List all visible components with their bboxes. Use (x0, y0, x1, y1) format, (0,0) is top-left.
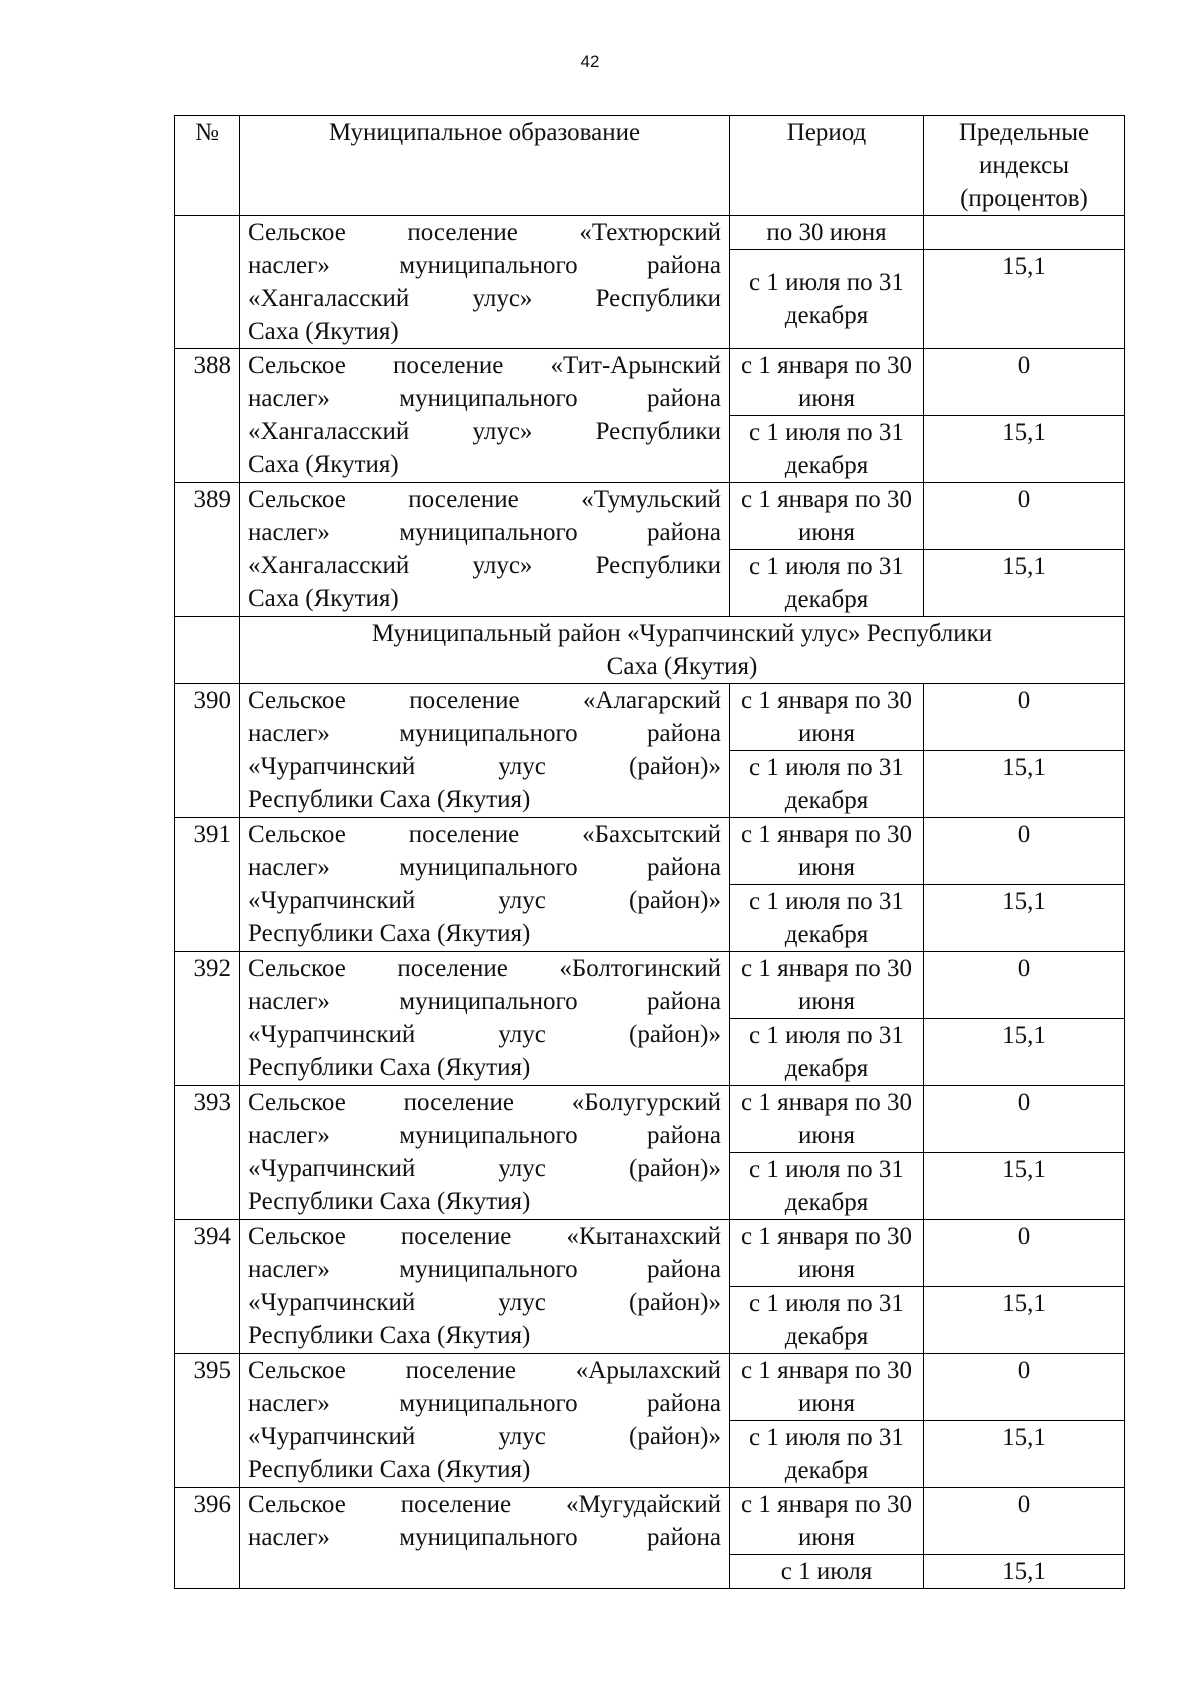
period-first-half: с 1 января по 30 июня (730, 1488, 924, 1555)
period-second-half: с 1 июля по 31 декабря (730, 1019, 924, 1086)
municipality-name (240, 818, 730, 952)
municipality-name-line: Республики Саха (Якутия) (248, 1188, 531, 1215)
municipality-name-line: Сельское поселение «Алагарский (248, 687, 721, 714)
index-first-half: 0 (924, 1354, 1125, 1421)
index-second-half: 15,1 (924, 416, 1125, 483)
header-index: Предельные индексы (процентов) (924, 116, 1125, 216)
municipality-name-line: наслег» муниципального района (248, 988, 721, 1015)
index-first-half (924, 216, 1125, 250)
index-first-half: 0 (924, 952, 1125, 1019)
table-row (175, 684, 1125, 751)
municipality-name-line: Сельское поселение «Тит-Арынский (248, 352, 721, 379)
index-first-half: 0 (924, 1220, 1125, 1287)
municipality-name (240, 684, 730, 818)
period-second-half: с 1 июля по 31 декабря (730, 416, 924, 483)
row-number (175, 216, 240, 349)
municipality-name-line: «Хангаласский улус» Республики (248, 418, 721, 445)
municipality-name-line: Сельское поселение «Мугудайский (248, 1491, 721, 1518)
municipality-name-line: Саха (Якутия) (248, 451, 399, 478)
municipality-name-line: наслег» муниципального района (248, 1122, 721, 1149)
municipality-name-line: Сельское поселение «Техтюрский (248, 219, 721, 246)
index-second-half: 15,1 (924, 1421, 1125, 1488)
district-heading: Муниципальный район «Чурапчинский улус» Республики Саха (Якутия) (240, 617, 1125, 684)
index-first-half: 0 (924, 818, 1125, 885)
table-row (175, 952, 1125, 1019)
district-heading-row (175, 617, 1125, 684)
municipality-name-line: наслег» муниципального района (248, 519, 721, 546)
index-second-half: 15,1 (924, 1555, 1125, 1589)
municipality-name-line: Сельское поселение «Кытанахский (248, 1223, 721, 1250)
index-first-half: 0 (924, 349, 1125, 416)
index-second-half: 15,1 (924, 751, 1125, 818)
table-row (175, 483, 1125, 550)
period-first-half: с 1 января по 30 июня (730, 952, 924, 1019)
municipality-name-line: «Чурапчинский улус (район)» (248, 1423, 721, 1450)
municipality-name-line: Сельское поселение «Арылахский (248, 1357, 721, 1384)
period-first-half: с 1 января по 30 июня (730, 1086, 924, 1153)
table-row (175, 1354, 1125, 1421)
municipality-name-line: Сельское поселение «Тумульский (248, 486, 721, 513)
municipality-name-line: наслег» муниципального района (248, 252, 721, 279)
municipality-name-line: «Чурапчинский улус (район)» (248, 1289, 721, 1316)
municipality-name-line: наслег» муниципального района (248, 1256, 721, 1283)
index-first-half: 0 (924, 1488, 1125, 1555)
index-second-half: 15,1 (924, 1019, 1125, 1086)
municipality-name-line: Республики Саха (Якутия) (248, 1456, 531, 1483)
municipality-name-line: «Чурапчинский улус (район)» (248, 1021, 721, 1048)
row-number: 389 (175, 483, 240, 617)
municipality-name-line: наслег» муниципального района (248, 1524, 721, 1551)
municipality-name-line: Республики Саха (Якутия) (248, 920, 531, 947)
index-second-half: 15,1 (924, 885, 1125, 952)
period-second-half: с 1 июля по 31 декабря (730, 250, 924, 349)
period-second-half: с 1 июля по 31 декабря (730, 1421, 924, 1488)
index-first-half: 0 (924, 1086, 1125, 1153)
index-second-half: 15,1 (924, 250, 1125, 349)
table-row (175, 1220, 1125, 1287)
row-number: 395 (175, 1354, 240, 1488)
municipality-name-line: «Хангаласский улус» Республики (248, 552, 721, 579)
table-header-row (175, 116, 1125, 216)
table-row (175, 1086, 1125, 1153)
table-row (175, 818, 1125, 885)
municipality-name-line: «Чурапчинский улус (район)» (248, 1155, 721, 1182)
municipality-name-line: Саха (Якутия) (248, 585, 399, 612)
table-row (175, 216, 1125, 250)
index-first-half: 0 (924, 483, 1125, 550)
municipality-name-line: наслег» муниципального района (248, 720, 721, 747)
period-first-half: с 1 января по 30 июня (730, 483, 924, 550)
period-first-half: по 30 июня (730, 216, 924, 250)
header-num: № (175, 116, 240, 216)
municipality-name-line: Республики Саха (Якутия) (248, 1054, 531, 1081)
municipality-name (240, 483, 730, 617)
header-municipality: Муниципальное образование (240, 116, 730, 216)
period-second-half: с 1 июля по 31 декабря (730, 1153, 924, 1220)
period-second-half: с 1 июля по 31 декабря (730, 751, 924, 818)
municipality-name (240, 1220, 730, 1354)
municipality-name (240, 952, 730, 1086)
row-number: 394 (175, 1220, 240, 1354)
header-period: Период (730, 116, 924, 216)
row-number: 396 (175, 1488, 240, 1589)
row-number: 388 (175, 349, 240, 483)
period-first-half: с 1 января по 30 июня (730, 818, 924, 885)
municipality-name-line: Сельское поселение «Болугурский (248, 1089, 721, 1116)
index-second-half: 15,1 (924, 550, 1125, 617)
index-second-half: 15,1 (924, 1153, 1125, 1220)
municipality-name (240, 1354, 730, 1488)
municipality-name-line: «Чурапчинский улус (район)» (248, 753, 721, 780)
index-first-half: 0 (924, 684, 1125, 751)
district-heading-num (175, 617, 240, 684)
table-row (175, 1488, 1125, 1555)
rows-group-a (175, 349, 1125, 617)
period-second-half: с 1 июля по 31 декабря (730, 885, 924, 952)
municipality-name-line: «Хангаласский улус» Республики (248, 285, 721, 312)
municipality-name (240, 1086, 730, 1220)
municipality-name (240, 1488, 730, 1589)
period-first-half: с 1 января по 30 июня (730, 349, 924, 416)
table-row (175, 349, 1125, 416)
rows-group-b (175, 684, 1125, 1488)
municipality-name-line: «Чурапчинский улус (район)» (248, 887, 721, 914)
period-first-half: с 1 января по 30 июня (730, 684, 924, 751)
row-number: 392 (175, 952, 240, 1086)
row-number: 390 (175, 684, 240, 818)
municipality-name-line: Саха (Якутия) (248, 318, 399, 345)
municipality-name-line: Республики Саха (Якутия) (248, 786, 531, 813)
municipality-name-line: наслег» муниципального района (248, 1390, 721, 1417)
index-second-half: 15,1 (924, 1287, 1125, 1354)
period-second-half: с 1 июля (730, 1555, 924, 1589)
municipality-name-line: наслег» муниципального района (248, 854, 721, 881)
period-second-half: с 1 июля по 31 декабря (730, 550, 924, 617)
municipality-name (240, 349, 730, 483)
row-number: 393 (175, 1086, 240, 1220)
municipality-name-line: Республики Саха (Якутия) (248, 1322, 531, 1349)
period-second-half: с 1 июля по 31 декабря (730, 1287, 924, 1354)
period-first-half: с 1 января по 30 июня (730, 1220, 924, 1287)
page-number: 42 (580, 52, 600, 71)
period-first-half: с 1 января по 30 июня (730, 1354, 924, 1421)
limit-index-table (174, 115, 1125, 1589)
municipality-name-line: Сельское поселение «Бахсытский (248, 821, 721, 848)
row-number: 391 (175, 818, 240, 952)
municipality-name-line: Сельское поселение «Болтогинский (248, 955, 721, 982)
municipality-name-line: наслег» муниципального района (248, 385, 721, 412)
municipality-name (240, 216, 730, 349)
